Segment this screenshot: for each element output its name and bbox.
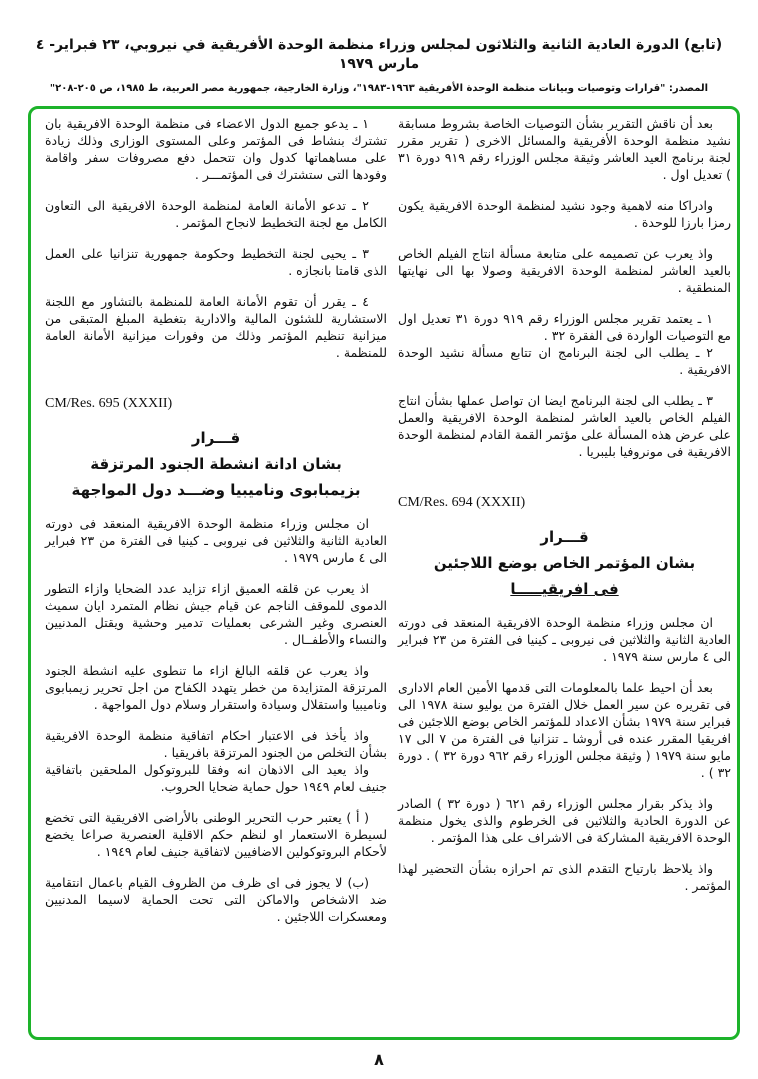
resolution-title: بزيمبابوى وناميبيا وضـــد دول المواجهة — [71, 481, 361, 499]
paragraph: ٢ ـ يطلب الى لجنة البرنامج ان تتابع مسألة نشيد الوحدة الافريقية . — [398, 345, 731, 377]
paragraph: ان مجلس وزراء منظمة الوحدة الافريقية المنعقد فى دورته العادية الثانية والثلاثين فى نيروبى ـ كينيا فى الفترة من ٢٣ فبراير الى ٤ مارس سنة ١٩٧٩ . — [398, 615, 732, 664]
page-header-title: (تابع) الدورة العادية الثانية والثلاثون لمجلس وزراء منظمة الوحدة الأفريقية في نيروبي، ٢٣ فبراير- ٤ مارس ١٩٧٩ — [35, 37, 723, 72]
paragraph: ٣ ـ يحيى لجنة التخطيط وحكومة جمهورية تنزانيا على العمل الذى قامتا بانجازه . — [45, 246, 387, 278]
left-column — [45, 115, 387, 1027]
resolution-code: CM/Res. 694 (XXXII) — [398, 495, 526, 510]
paragraph: اذ يعرب عن قلقه العميق ازاء تزايد عدد الضحايا وازاء التطور الدموى للموقف الناجم عن قيام جيش نظام المتمرد ايان سميث العنصرى وغير الشرعى بعمليات تدمير وحشية ويقتل المدنيين والنساء والأطفــال . — [45, 581, 387, 647]
content-frame — [28, 106, 740, 1040]
paragraph: واذ يعيد الى الاذهان انه وفقا للبروتوكول الملحقين باتفاقية جنيف لعام ١٩٤٩ حول حماية ضحايا الحروب. — [45, 762, 387, 794]
resolution-heading: قـــرار — [540, 528, 589, 546]
paragraph: واذ يذكر بقرار مجلس الوزراء رقم ٦٢١ ( دورة ٣٢ ) الصادر عن الدورة الحادية والثلاثين فى الخرطوم والذى يخول منظمة الوحدة الافريقية المشاركة فى الاشراف على هذا المؤتمر . — [398, 796, 731, 845]
paragraph: واذ يأخذ فى الاعتبار احكام اتفاقية منظمة الوحدة الافريقية بشأن التخلص من الجنود المرتزقة بافريقيا . — [45, 728, 387, 760]
resolution-code: CM/Res. 695 (XXXII) — [45, 396, 173, 411]
page-number: ٨ — [374, 1050, 384, 1069]
right-column — [398, 115, 731, 1027]
paragraph: ( أ ) يعتبر حرب التحرير الوطنى بالأراضى الافريقية التى تخضع لسيطرة الاستعمار او لنظم حكم الاقلية العنصرية صراعا يخضع لأحكام البروتوكولين الاضافيين لاتفاقية جنيف لعام ١٩٤٩ . — [45, 810, 387, 859]
paragraph: بعد أن احيط علما بالمعلومات التى قدمها الأمين العام الادارى فى تقريره عن سير العمل خلال الفترة من يوليو سنة ١٩٧٨ الى فبراير سنة ١٩٧٩ بشأن الاعداد للمؤتمر الخاص بوضع اللاجئين فى افريقيا المقرر عنده فى أروشا ـ تنزانيا فى الفترة من ٧ الى ١٧ مايو سنة ١٩٧٩ ( وثيقة مجلس الوزراء رقم ٩٦٢ دورة ٣٢ ) . دورة ٣٢ ) . — [398, 680, 731, 780]
paragraph: وادراكا منه لاهمية وجود نشيد لمنظمة الوحدة الافريقية يكون رمزا بارزا للوحدة . — [398, 198, 731, 230]
paragraph: ان مجلس وزراء منظمة الوحدة الافريقية المنعقد فى دورته العادية الثانية والثلاثين فى نيروبى ـ كينيا فى الفترة من ٢٣ فبراير الى ٤ مارس ١٩٧٩ . — [45, 516, 387, 565]
paragraph: واذ يعرب عن تصميمه على متابعة مسألة انتاج الفيلم الخاص بالعيد العاشر لمنظمة الوحدة الافريقية وصولا بها الى نهايتها المنطقية . — [398, 246, 731, 295]
resolution-title: بشان ادانة انشطة الجنود المرتزقة — [90, 455, 342, 473]
resolution-title: بشان المؤتمر الخاص بوضع اللاجئين — [433, 554, 696, 572]
paragraph: ٣ ـ يطلب الى لجنة البرنامج ايضا ان تواصل عملها بشأن انتاج الفيلم الخاص بالعيد العاشر لمنظمة الوحدة الافريقية والعمل على عرض هذه المسألة على مؤتمر القمة القادم لمنظمة الوحدة الافريقية فى مونروفيا بليبريا . — [398, 393, 731, 459]
page-header-source: المصدر: "قرارات وتوصيات وبيانات منظمة الوحدة الأفريقية ١٩٦٣-١٩٨٣"، وزارة الخارجية، جمهورية مصر العربية، ط ١٩٨٥، ص ٢٠٥-٢٠٨" — [49, 83, 709, 94]
paragraph: ١ ـ يعتمد تقرير مجلس الوزراء رقم ٩١٩ دورة ٣١ تعديل اول مع التوصيات الواردة فى الفقرة ٣٢ . — [398, 311, 731, 343]
paragraph: واذ يلاحظ بارتياح التقدم الذى تم احرازه بشأن التحضير لهذا المؤتمر . — [398, 861, 731, 893]
resolution-title: فى افريقيـــــا — [510, 580, 619, 598]
resolution-heading: قـــرار — [191, 429, 241, 447]
paragraph: (ب) لا يجوز فى اى ظرف من الظروف القيام باعمال انتقامية ضد الاشخاص والاماكن التى تحت الحماية لاسيما المدنيين ومعسكرات اللاجئين . — [45, 875, 387, 924]
paragraph: ١ ـ يدعو جميع الدول الاعضاء فى منظمة الوحدة الافريقية بان تشترك بنشاط فى المؤتمر وعلى المستوى الوزارى وذلك زيادة على مساهماتها كدول وان تتحمل دفع مصروفات سفر واقامة وفودها التى ستشترك فى المؤتمـــر . — [45, 116, 387, 182]
paragraph: واذ يعرب عن قلقه البالغ ازاء ما تنطوى عليه انشطة الجنود المرتزقة المتزايدة من خطر يتهدد الكفاح من اجل تحرير زيمبابوى وناميبيا واستقلال وسيادة واستقرار وسلام دول المواجهة . — [45, 663, 387, 712]
paragraph: ٤ ـ يقرر أن تقوم الأمانة العامة للمنظمة بالتشاور مع اللجنة الاستشارية للشئون المالية والادارية بتغطية المبلغ المتبقى من ميزانية تنظيم المؤتمر وذلك من وفورات ميزانية الأمانة العامة للمنظمة . — [45, 294, 387, 360]
paragraph: بعد أن ناقش التقرير بشأن التوصيات الخاصة بشروط مسابقة نشيد منظمة الوحدة الأفريقية والمسائل الاخرى ( تقرير مقرر لجنة برنامج العيد العاشر وثيقة مجلس الوزراء رقم ٩١٩ دورة ٣١ ) تعديل اول . — [398, 116, 731, 182]
paragraph: ٢ ـ تدعو الأمانة العامة لمنظمة الوحدة الافريقية الى التعاون الكامل مع لجنة التخطيط لانجاح المؤتمر . — [45, 198, 387, 230]
